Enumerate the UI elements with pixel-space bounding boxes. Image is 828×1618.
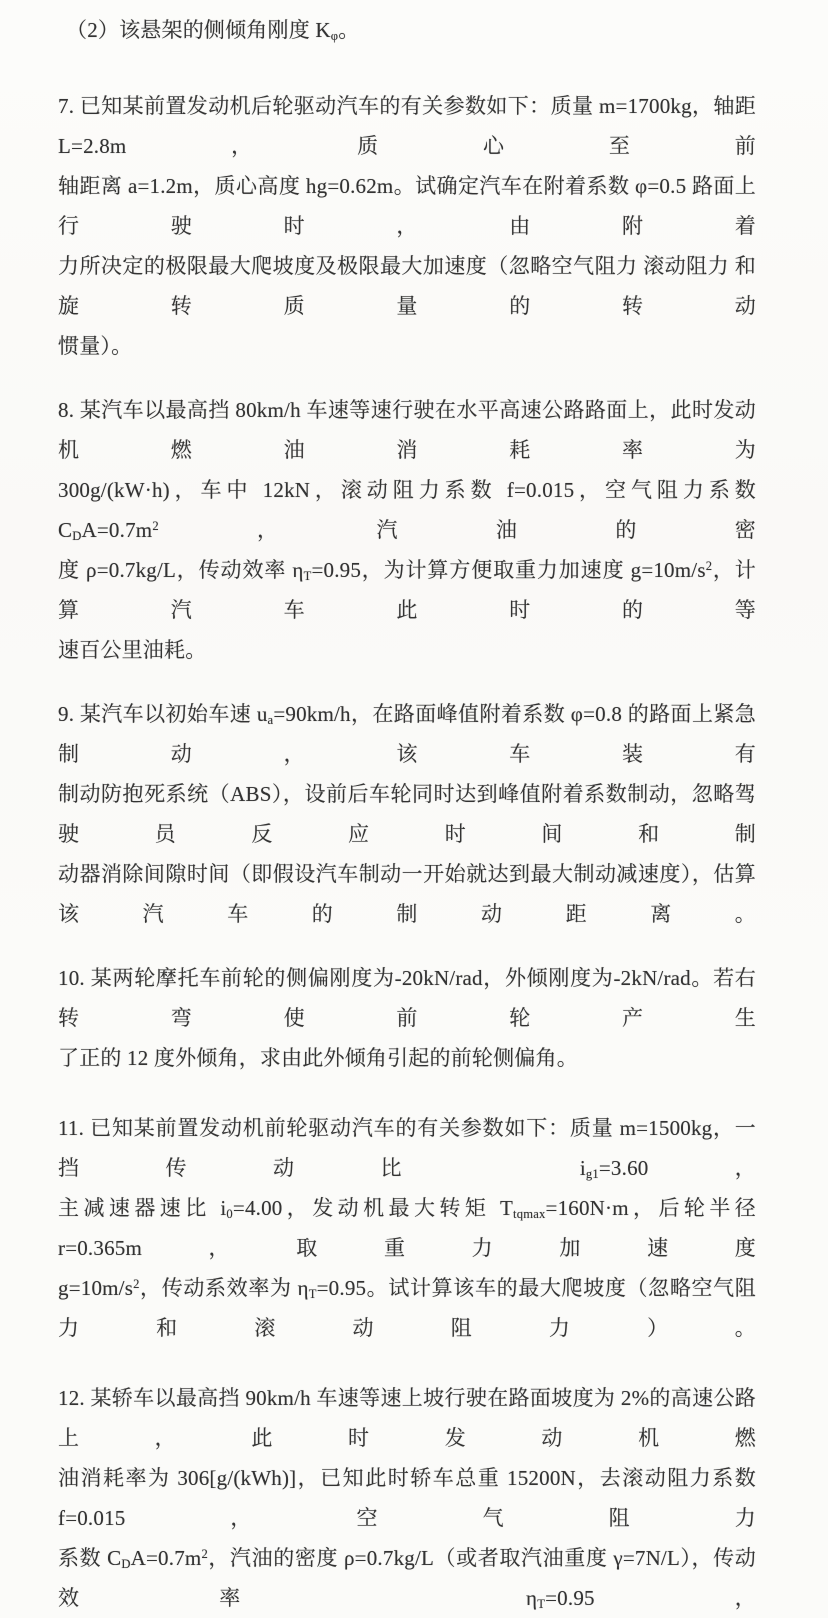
problem-12-line-3: 系数 $C_DA=0.7m^2$，汽油的密度 ρ=0.7kg/L（或者取汽油重度 γ=7N/L），传动效率 $\eta_T=0.95$， xyxy=(58,1546,756,1612)
problem-7-line-3: 力所决定的极限最大爬坡度及极限最大加速度（忽略空气阻力 滚动阻力 和旋转质量的转动 xyxy=(58,254,756,318)
problem-8-line-4: 速百公里油耗。 xyxy=(58,638,207,662)
problem-10 xyxy=(58,958,756,1078)
problem-12-line-2: 油消耗率为 306[g/(kWh)]，已知此时轿车总重 15200N，去滚动阻力系数 f=0.015，空气阻力 xyxy=(58,1466,756,1530)
problem-8 xyxy=(58,390,756,670)
problem-8-line-1: 8. 某汽车以最高挡 80km/h 车速等速行驶在水平高速公路路面上，此时发动机燃油消耗率为 xyxy=(58,398,756,462)
problem-12-line-1: 12. 某轿车以最高挡 90km/h 车速等速上坡行驶在路面坡度为 2%的高速公路上，此时发动机燃 xyxy=(58,1386,756,1450)
problem-7 xyxy=(58,86,756,366)
intro-line-roll-stiffness: （2）该悬架的侧倾角刚度 $K_\varphi$。 xyxy=(66,18,360,44)
problem-12 xyxy=(58,1378,756,1618)
problem-7-line-2: 轴距离 a=1.2m，质心高度 hg=0.62m。试确定汽车在附着系数 φ=0.5 路面上行驶时，由附着 xyxy=(58,174,756,238)
problem-9-line-2: 制动防抱死系统（ABS），设前后车轮同时达到峰值附着系数制动，忽略驾驶员反应时间和制 xyxy=(58,782,756,846)
problem-7-line-4: 惯量）。 xyxy=(58,334,133,358)
problem-8-line-2: 300g/(kW·h)，车中 12kN，滚动阻力系数 f=0.015，空气阻力系数 $C_DA=0.7m^2$，汽油的密 xyxy=(58,478,756,544)
problem-11-line-1: 11. 已知某前置发动机前轮驱动汽车的有关参数如下：质量 m=1500kg，一挡传动比 $i_{g1}=3.60$， xyxy=(58,1116,756,1182)
problem-10-line-1: 10. 某两轮摩托车前轮的侧偏刚度为-20kN/rad，外倾刚度为-2kN/rad。若右转弯使前轮产生 xyxy=(58,966,756,1030)
problem-11 xyxy=(58,1108,756,1348)
problem-9-line-1: 9. 某汽车以初始车速 $u_a=90km/h$，在路面峰值附着系数 φ=0.8 的路面上紧急制动，该车装有 xyxy=(58,702,756,766)
problem-8-line-3: 度 ρ=0.7kg/L，传动效率 $\eta_T=0.95$，为计算方便取重力加速度 $g=10m/s^2$，计算汽车此时的等 xyxy=(58,558,756,622)
problem-9 xyxy=(58,694,756,934)
problem-11-line-3: $g=10m/s^2$，传动系效率为 $\eta_T=0.95$。试计算该车的最大爬坡度（忽略空气阻力和滚动阻力）。 xyxy=(58,1276,756,1340)
problem-11-line-2: 主减速器速比 $i_0=4.00$，发动机最大转矩 $T_{tqmax}=160N\cdot m$，后轮半径 r=0.365m，取重力加速度 xyxy=(58,1196,756,1260)
problem-10-line-2: 了正的 12 度外倾角，求由此外倾角引起的前轮侧偏角。 xyxy=(58,1046,578,1070)
problem-9-line-3: 动器消除间隙时间（即假设汽车制动一开始就达到最大制动减速度），估算该汽车的制动距离。 xyxy=(58,862,756,926)
problem-7-line-1: 7. 已知某前置发动机后轮驱动汽车的有关参数如下：质量 m=1700kg，轴距 L=2.8m，质心至前 xyxy=(58,94,756,158)
